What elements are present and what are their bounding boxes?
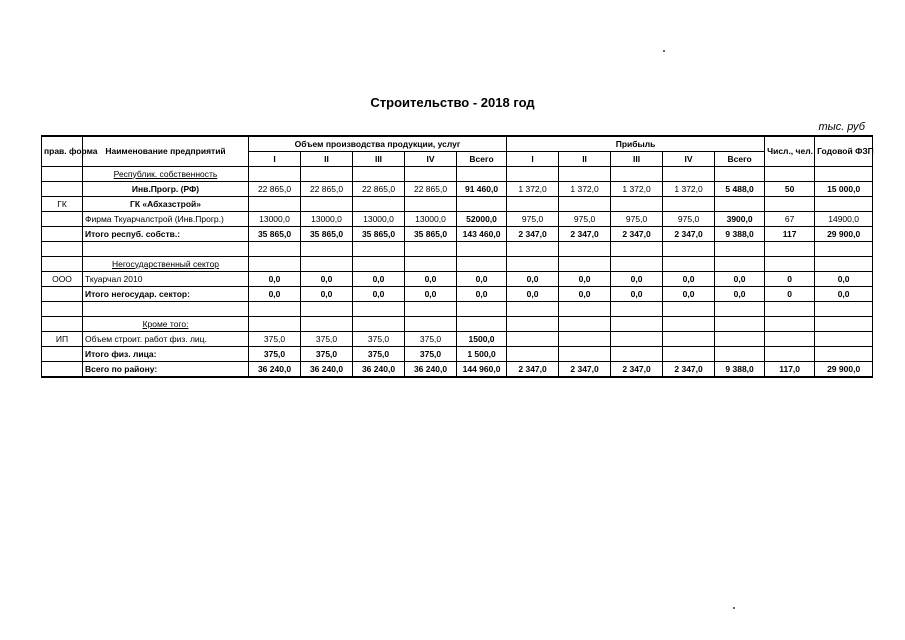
cell-employees [765,332,815,347]
header-form: прав. форма [42,136,83,167]
cell-profit [611,242,663,257]
cell-volume: 0,0 [405,272,457,287]
cell-volume: 22 865,0 [249,182,301,197]
cell-profit [559,332,611,347]
cell-profit [507,257,559,272]
header-payroll: Годовой ФЗП [815,136,873,167]
cell-volume [405,197,457,212]
cell-form: ООО [42,272,83,287]
cell-name: ГК «Абхазстрой» [83,197,249,212]
cell-volume [249,257,301,272]
cell-profit-total [715,332,765,347]
cell-volume [249,302,301,317]
cell-volume [405,302,457,317]
table-row [42,197,873,212]
cell-volume-total [457,167,507,182]
cell-profit: 0,0 [663,287,715,302]
cell-profit-total [715,242,765,257]
cell-profit: 0,0 [611,287,663,302]
cell-employees: 0 [765,272,815,287]
cell-volume: 13000,0 [353,212,405,227]
cell-name: Ткуарчал 2010 [83,272,249,287]
cell-name [83,302,249,317]
cell-name [83,242,249,257]
cell-volume [405,257,457,272]
cell-profit: 975,0 [559,212,611,227]
cell-volume-total: 0,0 [457,287,507,302]
cell-payroll [815,302,873,317]
cell-profit [507,302,559,317]
cell-employees [765,257,815,272]
cell-profit [611,167,663,182]
header-profit-total: Всего [715,152,765,167]
header-profit: Прибыль [507,136,765,152]
cell-employees: 67 [765,212,815,227]
cell-profit-total [715,197,765,212]
cell-profit-total: 3900,0 [715,212,765,227]
cell-name: Всего по району: [83,362,249,378]
cell-volume [301,167,353,182]
cell-volume-total: 1 500,0 [457,347,507,362]
cell-profit [559,302,611,317]
cell-volume-total [457,197,507,212]
cell-profit [507,242,559,257]
table-row [42,257,873,272]
table-row [42,362,873,378]
cell-profit [507,167,559,182]
cell-profit [559,257,611,272]
cell-name: Фирма Ткуарчалстрой (Инв.Прогр.) [83,212,249,227]
cell-volume [249,197,301,212]
header-vol-total: Всего [457,152,507,167]
cell-volume-total: 52000,0 [457,212,507,227]
cell-employees [765,167,815,182]
cell-profit: 975,0 [507,212,559,227]
unit-label: тыс. руб [818,121,865,133]
cell-volume: 35 865,0 [353,227,405,242]
cell-profit [559,317,611,332]
cell-payroll [815,257,873,272]
cell-form [42,212,83,227]
cell-profit-total [715,347,765,362]
cell-form [42,182,83,197]
table-row [42,332,873,347]
cell-payroll: 14900,0 [815,212,873,227]
cell-profit: 1 372,0 [663,182,715,197]
cell-volume-total: 144 960,0 [457,362,507,378]
table-row [42,227,873,242]
cell-volume [249,317,301,332]
cell-profit [507,347,559,362]
cell-profit [559,242,611,257]
cell-profit: 0,0 [559,287,611,302]
header-vol-q3: III [353,152,405,167]
table-row [42,317,873,332]
cell-volume: 375,0 [249,347,301,362]
cell-profit [611,332,663,347]
scan-speck [663,50,665,52]
header-name: Наименование предприятий [83,136,249,167]
cell-profit: 2 347,0 [559,362,611,378]
table-row [42,212,873,227]
cell-profit [559,197,611,212]
cell-volume [353,197,405,212]
cell-profit: 1 372,0 [507,182,559,197]
cell-payroll: 15 000,0 [815,182,873,197]
cell-volume [353,257,405,272]
cell-volume: 375,0 [353,332,405,347]
cell-profit [611,317,663,332]
header-employees: Числ., чел. [765,136,815,167]
cell-employees [765,197,815,212]
cell-payroll: 29 900,0 [815,227,873,242]
table-row [42,242,873,257]
cell-volume: 375,0 [249,332,301,347]
cell-profit: 1 372,0 [559,182,611,197]
cell-profit [663,302,715,317]
cell-name: Итого респуб. собств.: [83,227,249,242]
cell-volume [353,317,405,332]
cell-volume [353,242,405,257]
header-profit-q2: II [559,152,611,167]
cell-payroll [815,167,873,182]
cell-profit-total: 5 488,0 [715,182,765,197]
cell-volume: 0,0 [353,287,405,302]
cell-volume [301,257,353,272]
cell-volume: 22 865,0 [301,182,353,197]
cell-volume-total [457,317,507,332]
cell-volume: 0,0 [353,272,405,287]
cell-form [42,302,83,317]
cell-volume: 22 865,0 [405,182,457,197]
cell-volume: 0,0 [249,272,301,287]
cell-payroll [815,317,873,332]
cell-profit-total [715,167,765,182]
cell-volume [301,242,353,257]
cell-volume: 36 240,0 [249,362,301,378]
cell-profit [611,347,663,362]
cell-volume: 375,0 [353,347,405,362]
cell-profit: 0,0 [663,272,715,287]
table-row [42,272,873,287]
cell-volume: 35 865,0 [249,227,301,242]
cell-employees [765,347,815,362]
cell-form: ГК [42,197,83,212]
cell-form [42,242,83,257]
cell-profit: 0,0 [611,272,663,287]
cell-volume [405,167,457,182]
cell-volume: 22 865,0 [353,182,405,197]
cell-volume-total [457,242,507,257]
header-vol-q2: II [301,152,353,167]
cell-profit-total [715,302,765,317]
cell-employees: 50 [765,182,815,197]
cell-form [42,317,83,332]
cell-volume-total: 0,0 [457,272,507,287]
cell-profit: 0,0 [507,272,559,287]
cell-profit [559,347,611,362]
cell-profit: 0,0 [559,272,611,287]
cell-volume-total [457,302,507,317]
cell-volume: 13000,0 [301,212,353,227]
cell-volume [301,317,353,332]
cell-volume: 13000,0 [249,212,301,227]
cell-volume: 0,0 [249,287,301,302]
cell-profit-total: 9 388,0 [715,362,765,378]
cell-volume [353,302,405,317]
header-vol-q1: I [249,152,301,167]
cell-volume-total: 1500,0 [457,332,507,347]
cell-profit: 0,0 [507,287,559,302]
cell-volume: 375,0 [405,347,457,362]
header-profit-q4: IV [663,152,715,167]
table-row [42,167,873,182]
cell-payroll [815,197,873,212]
cell-profit [507,332,559,347]
cell-profit: 2 347,0 [663,227,715,242]
header-profit-q3: III [611,152,663,167]
cell-form [42,347,83,362]
cell-volume: 35 865,0 [301,227,353,242]
cell-volume [301,302,353,317]
cell-profit [507,197,559,212]
cell-volume: 375,0 [405,332,457,347]
cell-employees [765,317,815,332]
cell-form [42,257,83,272]
cell-profit [663,197,715,212]
cell-profit [663,167,715,182]
cell-volume [405,317,457,332]
cell-volume: 36 240,0 [353,362,405,378]
cell-profit [663,332,715,347]
cell-profit [507,317,559,332]
cell-profit: 2 347,0 [507,362,559,378]
cell-payroll [815,347,873,362]
cell-name: Негосударственный сектор [83,257,249,272]
cell-volume-total: 143 460,0 [457,227,507,242]
cell-volume: 0,0 [301,272,353,287]
cell-name: Объем строит. работ физ. лиц. [83,332,249,347]
table-row [42,302,873,317]
cell-payroll: 0,0 [815,272,873,287]
cell-employees [765,302,815,317]
cell-payroll [815,242,873,257]
cell-volume: 36 240,0 [405,362,457,378]
cell-profit-total: 0,0 [715,287,765,302]
cell-form: ИП [42,332,83,347]
cell-volume: 35 865,0 [405,227,457,242]
cell-volume: 13000,0 [405,212,457,227]
cell-profit-total [715,257,765,272]
cell-volume: 375,0 [301,332,353,347]
cell-profit-total: 9 388,0 [715,227,765,242]
cell-profit [663,317,715,332]
header-profit-q1: I [507,152,559,167]
cell-volume: 36 240,0 [301,362,353,378]
cell-name: Итого физ. лица: [83,347,249,362]
cell-volume: 0,0 [405,287,457,302]
table-row [42,287,873,302]
cell-form [42,227,83,242]
cell-profit: 2 347,0 [559,227,611,242]
cell-name: Кроме того: [83,317,249,332]
cell-profit: 2 347,0 [663,362,715,378]
cell-volume: 375,0 [301,347,353,362]
header-volume: Объем производства продукции, услуг [249,136,507,152]
cell-payroll: 29 900,0 [815,362,873,378]
cell-profit [663,257,715,272]
table-row [42,347,873,362]
cell-name: Республик. собственность [83,167,249,182]
cell-profit [611,302,663,317]
cell-profit: 2 347,0 [611,227,663,242]
cell-profit-total [715,317,765,332]
page-title: Строительство - 2018 год [370,95,535,110]
cell-profit: 975,0 [611,212,663,227]
cell-volume [405,242,457,257]
cell-employees: 0 [765,287,815,302]
cell-profit: 2 347,0 [507,227,559,242]
cell-volume [301,197,353,212]
cell-profit [663,242,715,257]
cell-volume-total: 91 460,0 [457,182,507,197]
cell-profit: 1 372,0 [611,182,663,197]
cell-profit [611,257,663,272]
cell-volume [353,167,405,182]
cell-profit [559,167,611,182]
cell-volume: 0,0 [301,287,353,302]
cell-form [42,287,83,302]
cell-volume-total [457,257,507,272]
cell-profit [663,347,715,362]
cell-employees: 117 [765,227,815,242]
scan-speck [733,607,735,609]
construction-table [41,135,873,378]
cell-profit: 2 347,0 [611,362,663,378]
cell-name: Инв.Прогр. (РФ) [83,182,249,197]
cell-volume [249,167,301,182]
cell-name: Итого негосудар. сектор: [83,287,249,302]
cell-volume [249,242,301,257]
cell-profit-total: 0,0 [715,272,765,287]
cell-payroll [815,332,873,347]
cell-profit [611,197,663,212]
cell-profit: 975,0 [663,212,715,227]
header-vol-q4: IV [405,152,457,167]
cell-payroll: 0,0 [815,287,873,302]
cell-form [42,167,83,182]
cell-employees: 117,0 [765,362,815,378]
table-row [42,182,873,197]
cell-employees [765,242,815,257]
cell-form [42,362,83,378]
